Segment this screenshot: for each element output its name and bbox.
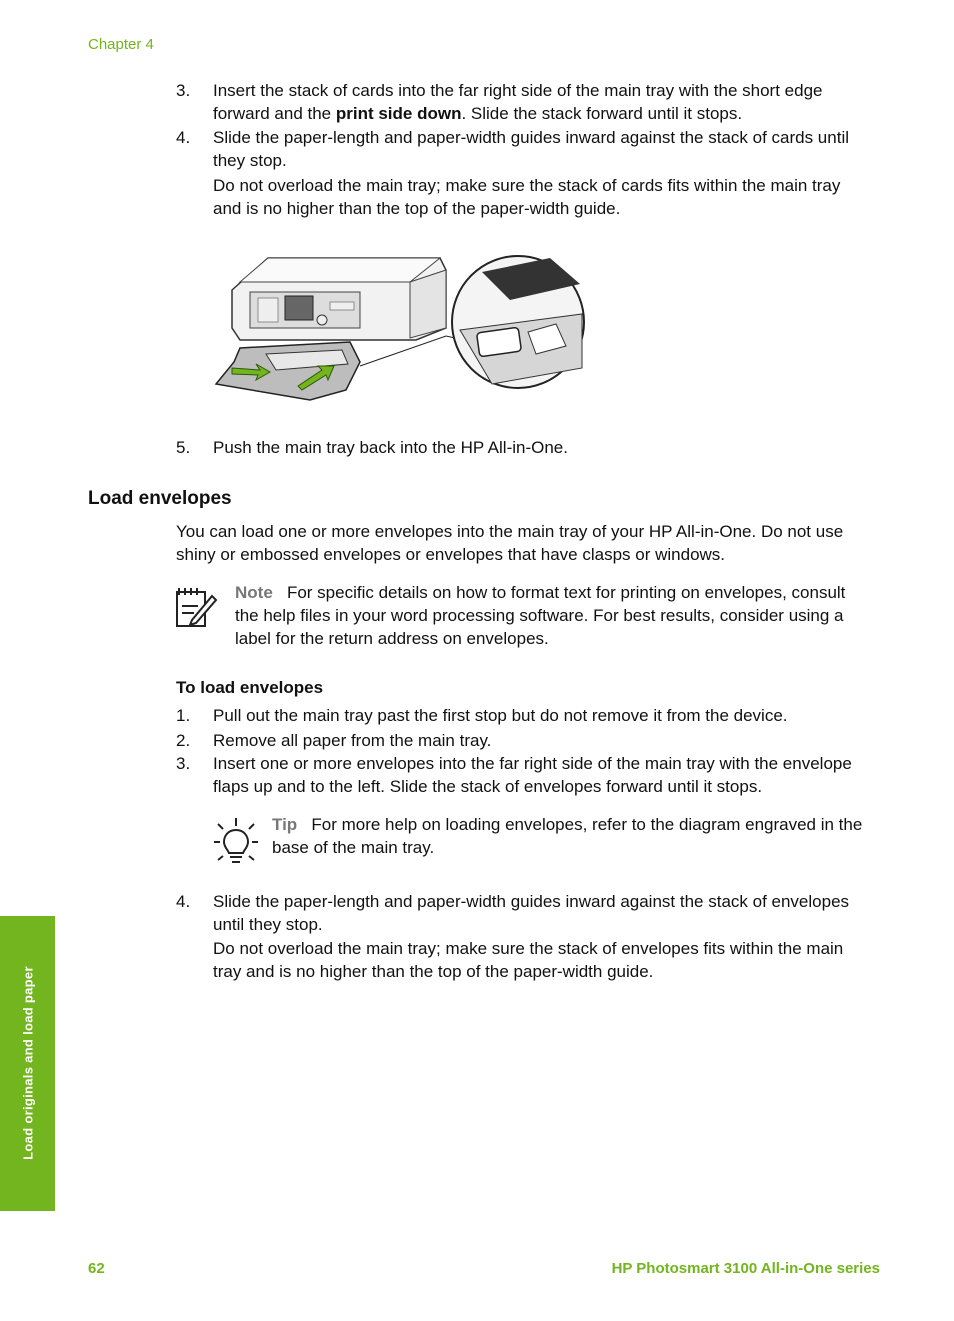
step-text: Slide the paper-length and paper-width guides inward against the stack of cards until they stop. [213, 128, 849, 170]
step-number: 2. [176, 731, 191, 750]
lightbulb-icon [212, 816, 260, 866]
section-intro: You can load one or more envelopes into the main tray of your HP All-in-One. Do not use shiny or embossed envelopes or envelopes that have clasps or windows. [176, 522, 844, 564]
tip-label: Tip [272, 815, 298, 834]
section-title: Load envelopes [88, 488, 232, 509]
step-number: 5. [176, 438, 191, 457]
note-icon [174, 586, 218, 630]
page-number: 62 [88, 1260, 105, 1277]
note-text: For specific details on how to format text for printing on envelopes, consult the help files in your word processing software. For best results, consider using a label for the return address on envelopes. [235, 583, 846, 648]
step-text: Push the main tray back into the HP All-in-One. [213, 438, 568, 457]
step-note: Do not overload the main tray; make sure the stack of cards fits within the main tray and is no higher than the top of the paper-width guide. [213, 176, 841, 218]
tip-box [272, 813, 872, 859]
step-text: Pull out the main tray past the first stop but do not remove it from the device. [213, 706, 788, 725]
printer-tray-illustration [210, 250, 590, 410]
step-text: Slide the paper-length and paper-width guides inward against the stack of envelopes until they stop. [213, 892, 850, 934]
step-number: 3. [176, 81, 191, 100]
step-note: Do not overload the main tray; make sure the stack of envelopes fits within the main tray and is no higher than the top of the paper-width guide. [213, 939, 844, 981]
note-box [235, 581, 855, 650]
step-number: 4. [176, 128, 191, 147]
emphasis-print-side-down: print side down [335, 104, 462, 123]
procedure-title: To load envelopes [176, 678, 324, 697]
chapter-header: Chapter 4 [88, 36, 154, 53]
tip-text: For more help on loading envelopes, refer to the diagram engraved in the base of the main tray. [272, 815, 863, 857]
step-text: Remove all paper from the main tray. [213, 731, 492, 750]
note-label: Note [235, 583, 273, 602]
step-number: 3. [176, 754, 191, 773]
step-number: 4. [176, 892, 191, 911]
step-number: 1. [176, 706, 191, 725]
step-text: Insert one or more envelopes into the far right side of the main tray with the envelope flaps up and to the left. Slide the stack of envelopes forward until it stops. [213, 754, 852, 796]
footer-title: HP Photosmart 3100 All-in-One series [611, 1260, 880, 1277]
step-text: Insert the stack of cards into the far right side of the main tray with the short edge forward and the print side down. Slide the stack forward until it stops. [213, 81, 823, 123]
sidebar-label: Load originals and load paper [20, 966, 36, 1160]
